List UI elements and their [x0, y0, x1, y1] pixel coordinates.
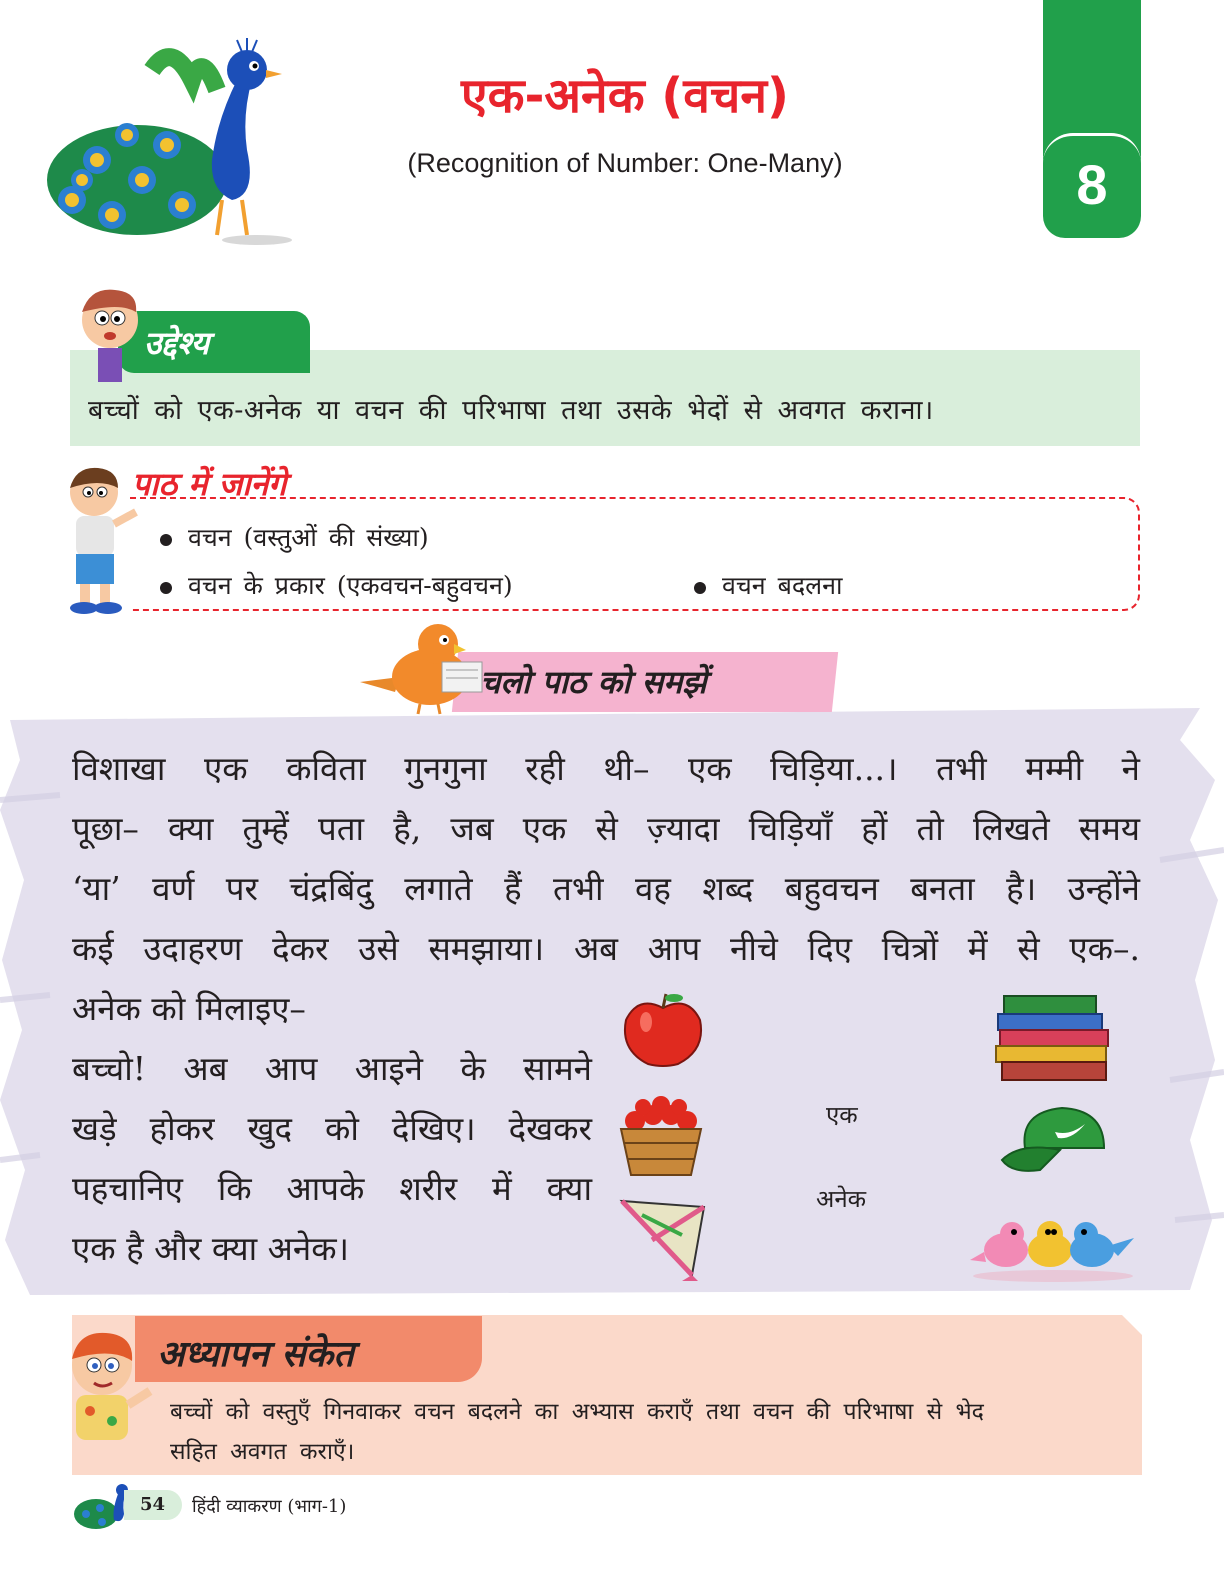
- apple-basket-icon: [615, 1095, 707, 1180]
- page-number: 54: [140, 1494, 166, 1515]
- learn-item-text: वचन बदलना: [722, 571, 843, 600]
- kite-icon: [612, 1195, 712, 1283]
- paragraph-line: ‘या’ वर्ण पर चंद्रबिंदु लगाते हैं तभी वह शब्द बहुवचन बनता है। उन्होंने: [72, 869, 1140, 908]
- chapter-number: 8: [1076, 153, 1108, 216]
- mirror-text-line: बच्चो! अब आप आइने के सामने: [72, 1049, 592, 1088]
- paragraph-line: विशाखा एक कविता गुनगुना रही थी– एक चिड़िया...। तभी मम्मी ने: [72, 749, 1140, 788]
- chapter-tab: [1043, 0, 1141, 238]
- teaching-hint-line: बच्चों को वस्तुएँ गिनवाकर वचन बदलने का अभ्यास कराएँ तथा वचन की परिभाषा से भेद: [170, 1399, 984, 1425]
- bullet-icon: [694, 582, 706, 594]
- learn-item: [694, 568, 842, 602]
- peacock-illustration: [42, 30, 297, 245]
- mirror-text-line: पहचानिए कि आपके शरीर में क्या: [72, 1169, 592, 1208]
- chapter-subtitle: (Recognition of Number: One-Many): [407, 148, 843, 178]
- understand-heading: चलो पाठ को समझें: [480, 663, 707, 701]
- paragraph-line: अनेक को मिलाइए–: [72, 989, 306, 1028]
- cap-icon: [1000, 1102, 1112, 1177]
- teaching-hint-line: सहित अवगत कराएँ।: [170, 1439, 355, 1465]
- match-label-many: अनेक: [816, 1185, 867, 1213]
- bullet-icon: [160, 582, 172, 594]
- learn-item-text: वचन के प्रकार (एकवचन-बहुवचन): [188, 571, 513, 600]
- boy-pointing-illustration: [56, 462, 140, 617]
- teaching-hint-heading: अध्यापन संकेत: [157, 1334, 354, 1375]
- learn-item: [160, 568, 513, 602]
- paragraph-line: कई उदाहरण देकर उसे समझाया। अब आप नीचे दिए चित्रों में से एक–.: [72, 929, 1140, 968]
- learn-item: [160, 520, 429, 554]
- apple-icon: [618, 990, 708, 1070]
- mirror-text-line: एक है और क्या अनेक।: [72, 1229, 350, 1268]
- objective-heading: उद्देश्य: [144, 324, 210, 362]
- paragraph-line: पूछा– क्या तुम्हें पता है, जब एक से ज़्यादा चिड़ियाँ हों तो लिखते समय: [72, 809, 1140, 848]
- chapter-title: एक-अनेक (वचन): [461, 68, 789, 124]
- objective-text: बच्चों को एक-अनेक या वचन की परिभाषा तथा उसके भेदों से अवगत कराना।: [88, 395, 934, 426]
- learn-heading: पाठ में जानेंगे: [132, 465, 287, 503]
- bird-reading-illustration: [350, 622, 490, 717]
- mirror-text-line: खड़े होकर खुद को देखिए। देखकर: [72, 1109, 592, 1148]
- learn-item-text: वचन (वस्तुओं की संख्या): [188, 523, 429, 552]
- boy-waving-illustration: [62, 1325, 158, 1440]
- bullet-icon: [160, 534, 172, 546]
- birds-icon: [968, 1212, 1138, 1284]
- book-title: हिंदी व्याकरण (भाग-1): [192, 1496, 347, 1517]
- boy-peeking-illustration: [70, 282, 150, 382]
- teaching-hint-tag: [135, 1316, 482, 1382]
- match-label-one: एक: [826, 1101, 858, 1129]
- books-icon: [992, 990, 1114, 1085]
